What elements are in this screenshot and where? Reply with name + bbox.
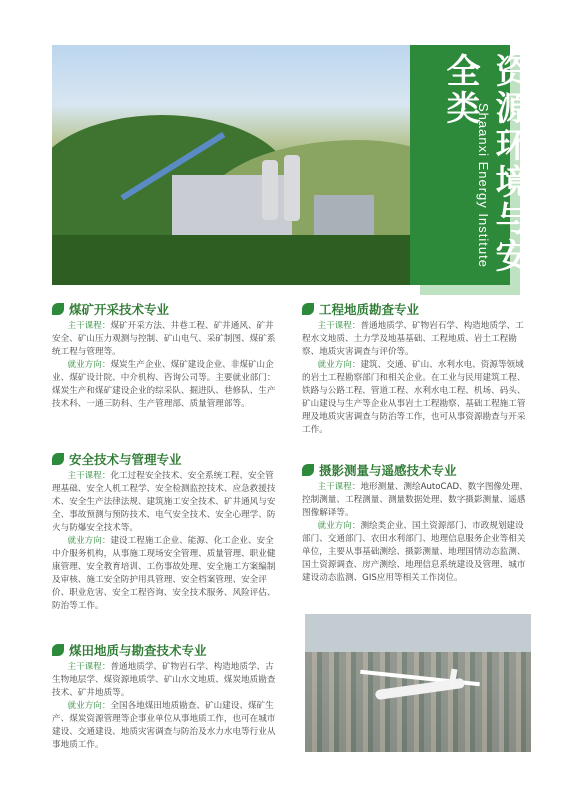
career-direction: 就业方向：建设工程施工企业、能源、化工企业、安全中介服务机构，从事施工现场安全管理、质量管理、职业健康管理、安全教育培训、工伤事故处理、安全施工方案编制及审核、施工安全防护用具管理、安全档案管理、安全评价、职业危害、安全工程咨询、安全技术服务、风险评估、防治等工作。 <box>52 536 276 611</box>
section-title: 摄影测量与遥感技术专业 <box>319 463 457 478</box>
career-direction: 就业方向：建筑、交通、矿山、水利水电、资源等领域的岩土工程勘察部门和相关企业。在工业与民用建筑工程、铁路与公路工程、管道工程、水利水电工程、机场、码头、矿山建设与生产等企业从事岩土工程勘察、基础工程施工管理及地质灾害调查与防治等工作，也可从事资源勘查与开采工作。 <box>302 360 526 435</box>
title-panel <box>410 45 529 285</box>
main-courses: 主干课程：化工过程安全技术、安全系统工程、安全管理基础、安全人机工程学、安全检测监控技术、应急救援技术、安全生产法律法规、建筑施工安全技术、矿井通风与安全、事故预测与预防技术、电气安全技术、安全心理学、防火与防爆安全技术等。 <box>52 471 276 533</box>
career-direction: 就业方向：全国各地煤田地质勘查、矿山建设、煤矿生产、煤炭资源管理等企事业单位从事地质工作，也可在城市建设、交通建设、地质灾害调查与防治及水力水电等行业从事地质工作。 <box>52 701 276 750</box>
career-direction: 就业方向：煤炭生产企业、煤矿建设企业、非煤矿山企业、煤矿设计院、中介机构、咨询公司等。主要就业部门：煤炭生产和煤矿建设企业的综采队、掘进队、巷修队、生产技术科、一通三防科、生产管理部、质量管理部等。 <box>52 360 276 409</box>
main-courses: 主干课程：普通地质学、矿物岩石学、构造地质学、工程水文地质、土力学及地基基础、工程地质、岩土工程勘察、地质灾害调查与评价等。 <box>302 321 524 357</box>
leaf-icon <box>302 303 314 315</box>
leaf-icon <box>52 303 64 315</box>
main-courses: 主干课程：煤矿开采方法、井巷工程、矿井通风、矿井安全、矿山压力观测与控制、矿山电气、采矿制图、煤矿系统工程与管理等。 <box>52 321 276 357</box>
section-engineering-geology <box>302 300 532 437</box>
section-surveying <box>302 461 532 585</box>
section-coal-mining <box>52 300 282 411</box>
section-safety <box>52 450 282 613</box>
leaf-icon <box>52 644 64 656</box>
main-courses: 主干课程：普通地质学、矿物岩石学、构造地质学、古生物地层学、煤资源地质学、矿山水文地质、煤炭地质勘查技术、矿井地质等。 <box>52 662 276 698</box>
section-title: 安全技术与管理专业 <box>69 452 182 467</box>
section-title: 煤田地质与勘查技术专业 <box>69 643 207 658</box>
aerial-photo-survey-plane <box>305 614 531 752</box>
hero-photo-coal-plant <box>52 45 410 285</box>
section-title: 煤矿开采技术专业 <box>69 302 170 317</box>
page-title: 资源环境与安全类 <box>440 53 529 275</box>
main-courses: 主干课程：地形测量、测绘AutoCAD、数字图像处理、控制测量、工程测量、测量数据处理、数字摄影测量、遥感图像解译等。 <box>302 482 528 518</box>
leaf-icon <box>52 453 64 465</box>
leaf-icon <box>302 464 314 476</box>
career-direction: 就业方向：测绘类企业、国土资源部门、市政规划建设部门、交通部门、农田水利部门、地理信息服务企业等相关单位，主要从事基础测绘、摄影测量、地理国情动态监测、国土资源调查、房产测绘、地理信息系统建设及管理、城市建设动态监测、GIS应用等相关工作岗位。 <box>302 521 526 583</box>
page-subtitle-en: Shaanxi Energy Institute <box>476 103 491 268</box>
section-title: 工程地质勘查专业 <box>319 302 420 317</box>
section-coalfield-geology <box>52 641 282 752</box>
